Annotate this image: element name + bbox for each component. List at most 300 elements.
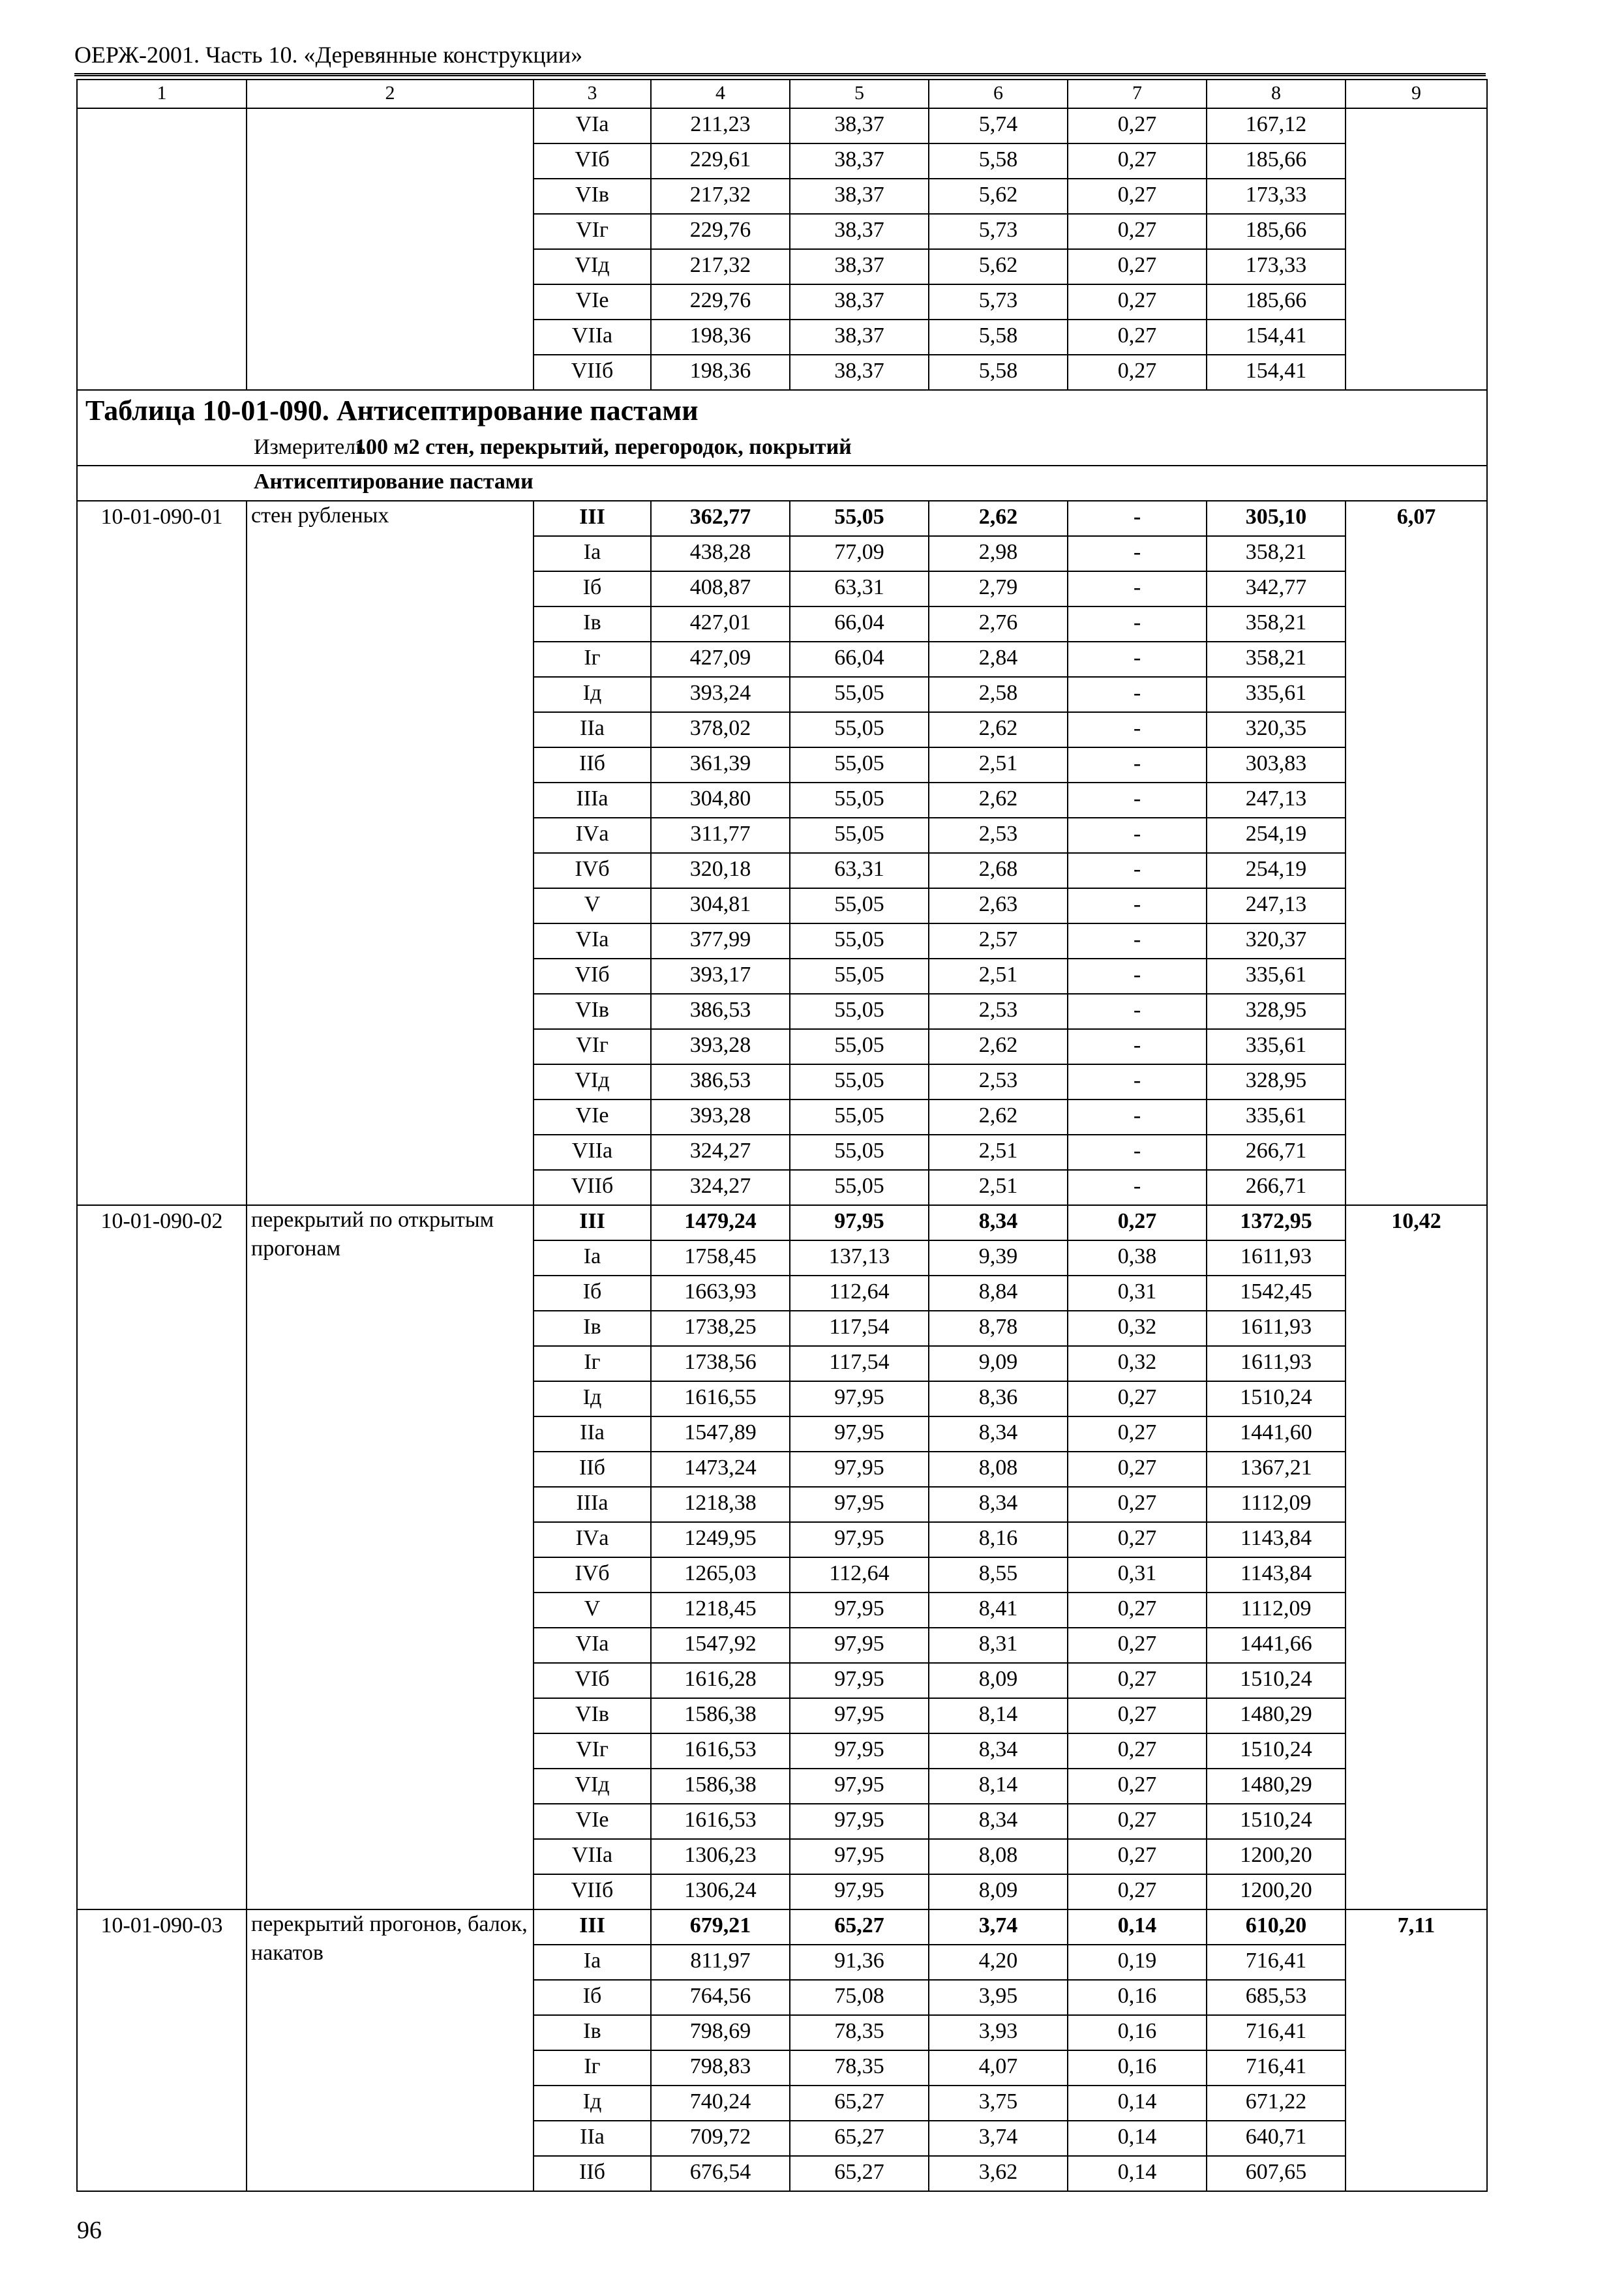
value-cell: 335,61 [1207, 1029, 1346, 1064]
value-cell: 75,08 [790, 1980, 929, 2015]
value-cell: 1265,03 [651, 1557, 790, 1593]
value-cell: 0,27 [1068, 1381, 1207, 1416]
value-cell: 266,71 [1207, 1135, 1346, 1170]
value-cell: 811,97 [651, 1945, 790, 1980]
value-cell: 1367,21 [1207, 1452, 1346, 1487]
value-cell: 335,61 [1207, 1100, 1346, 1135]
value-cell: - [1068, 571, 1207, 606]
table-row [77, 1205, 1487, 1240]
value-cell: 185,66 [1207, 214, 1346, 249]
value-cell: 38,37 [790, 179, 929, 214]
value-cell: III [534, 501, 651, 536]
value-cell: 8,34 [929, 1487, 1068, 1522]
value-cell: 97,95 [790, 1593, 929, 1628]
value-cell: - [1068, 888, 1207, 923]
value-cell: 393,17 [651, 959, 790, 994]
value-cell: - [1068, 677, 1207, 712]
item-name: стен рубленых [247, 501, 534, 1205]
value-cell: 2,51 [929, 1170, 1068, 1205]
value-cell: 91,36 [790, 1945, 929, 1980]
value-cell: 247,13 [1207, 888, 1346, 923]
value-cell: 167,12 [1207, 108, 1346, 143]
column-header: 5 [790, 80, 929, 108]
value-cell: IVб [534, 1557, 651, 1593]
value-cell: Iб [534, 571, 651, 606]
value-cell: 2,62 [929, 1100, 1068, 1135]
value-cell: 0,27 [1068, 1452, 1207, 1487]
value-cell: 2,79 [929, 571, 1068, 606]
value-cell: 266,71 [1207, 1170, 1346, 1205]
value-cell: - [1068, 536, 1207, 571]
value-cell: 3,74 [929, 1909, 1068, 1945]
col9-cell-empty [1346, 108, 1487, 390]
page-number: 96 [77, 2217, 102, 2244]
value-cell: 427,01 [651, 606, 790, 642]
value-cell: 8,16 [929, 1522, 1068, 1557]
value-cell: IVа [534, 818, 651, 853]
value-cell: - [1068, 1135, 1207, 1170]
value-cell: 764,56 [651, 1980, 790, 2015]
value-cell: 8,08 [929, 1452, 1068, 1487]
value-cell: 0,27 [1068, 179, 1207, 214]
value-cell: 335,61 [1207, 677, 1346, 712]
value-cell: VIб [534, 1663, 651, 1698]
section-row [77, 466, 1487, 501]
value-cell: 740,24 [651, 2086, 790, 2121]
value-cell: 1479,24 [651, 1205, 790, 1240]
value-cell: III [534, 1909, 651, 1945]
item-col9: 7,11 [1346, 1909, 1487, 2191]
value-cell: VIв [534, 179, 651, 214]
value-cell: 3,95 [929, 1980, 1068, 2015]
value-cell: 97,95 [790, 1874, 929, 1909]
item-name: перекрытий прогонов, балок, накатов [247, 1909, 534, 2191]
value-cell: IIа [534, 2121, 651, 2156]
value-cell: VIб [534, 143, 651, 179]
value-cell: 362,77 [651, 501, 790, 536]
value-cell: - [1068, 1064, 1207, 1100]
value-cell: - [1068, 712, 1207, 747]
value-cell: - [1068, 1100, 1207, 1135]
value-cell: VIIб [534, 1874, 651, 1909]
rates-table [76, 79, 1488, 2192]
value-cell: IVа [534, 1522, 651, 1557]
value-cell: 386,53 [651, 1064, 790, 1100]
value-cell: 1611,93 [1207, 1346, 1346, 1381]
value-cell: 66,04 [790, 642, 929, 677]
value-cell: - [1068, 1170, 1207, 1205]
table-title: Таблица 10-01-090. Антисептирование пастами [77, 390, 1487, 431]
value-cell: - [1068, 959, 1207, 994]
value-cell: 393,28 [651, 1100, 790, 1135]
value-cell: 3,62 [929, 2156, 1068, 2191]
value-cell: - [1068, 994, 1207, 1029]
value-cell: 55,05 [790, 677, 929, 712]
value-cell: 1143,84 [1207, 1522, 1346, 1557]
table-title-row [77, 390, 1487, 431]
value-cell: 55,05 [790, 994, 929, 1029]
value-cell: Iд [534, 1381, 651, 1416]
value-cell: 4,07 [929, 2050, 1068, 2086]
value-cell: 8,36 [929, 1381, 1068, 1416]
value-cell: 304,81 [651, 888, 790, 923]
value-cell: 9,39 [929, 1240, 1068, 1276]
value-cell: 63,31 [790, 571, 929, 606]
value-cell: VIв [534, 1698, 651, 1733]
value-cell: 55,05 [790, 712, 929, 747]
value-cell: 0,14 [1068, 2156, 1207, 2191]
value-cell: 358,21 [1207, 536, 1346, 571]
value-cell: 55,05 [790, 818, 929, 853]
value-cell: 5,62 [929, 249, 1068, 284]
value-cell: Iв [534, 606, 651, 642]
table-row [77, 1909, 1487, 1945]
value-cell: VIIа [534, 1839, 651, 1874]
value-cell: 0,27 [1068, 1593, 1207, 1628]
value-cell: - [1068, 501, 1207, 536]
value-cell: 55,05 [790, 923, 929, 959]
value-cell: 716,41 [1207, 1945, 1346, 1980]
value-cell: 97,95 [790, 1663, 929, 1698]
value-cell: 112,64 [790, 1276, 929, 1311]
value-cell: 97,95 [790, 1416, 929, 1452]
value-cell: 304,80 [651, 783, 790, 818]
value-cell: 8,41 [929, 1593, 1068, 1628]
value-cell: 0,27 [1068, 355, 1207, 390]
value-cell: 1200,20 [1207, 1839, 1346, 1874]
value-cell: 0,27 [1068, 320, 1207, 355]
value-cell: 2,62 [929, 501, 1068, 536]
value-cell: 1112,09 [1207, 1593, 1346, 1628]
value-cell: 65,27 [790, 2086, 929, 2121]
column-header: 1 [77, 80, 247, 108]
value-cell: 685,53 [1207, 1980, 1346, 2015]
value-cell: 0,14 [1068, 1909, 1207, 1945]
value-cell: 716,41 [1207, 2015, 1346, 2050]
value-cell: 1218,45 [651, 1593, 790, 1628]
value-cell: IIIа [534, 1487, 651, 1522]
value-cell: 1611,93 [1207, 1240, 1346, 1276]
value-cell: 303,83 [1207, 747, 1346, 783]
value-cell: 358,21 [1207, 642, 1346, 677]
value-cell: 97,95 [790, 1698, 929, 1733]
value-cell: Iд [534, 2086, 651, 2121]
value-cell: 0,27 [1068, 1487, 1207, 1522]
value-cell: 198,36 [651, 320, 790, 355]
item-col9: 10,42 [1346, 1205, 1487, 1909]
value-cell: 1616,28 [651, 1663, 790, 1698]
column-header-row [77, 80, 1487, 108]
column-header: 8 [1207, 80, 1346, 108]
value-cell: VIIб [534, 1170, 651, 1205]
value-cell: 0,16 [1068, 1980, 1207, 2015]
value-cell: 38,37 [790, 108, 929, 143]
value-cell: 0,14 [1068, 2121, 1207, 2156]
value-cell: 320,18 [651, 853, 790, 888]
column-header: 2 [247, 80, 534, 108]
value-cell: Iв [534, 2015, 651, 2050]
value-cell: 5,58 [929, 320, 1068, 355]
value-cell: - [1068, 818, 1207, 853]
value-cell: 1510,24 [1207, 1804, 1346, 1839]
value-cell: VIе [534, 1804, 651, 1839]
item-code: 10-01-090-02 [77, 1205, 247, 1909]
value-cell: 1611,93 [1207, 1311, 1346, 1346]
value-cell: 9,09 [929, 1346, 1068, 1381]
value-cell: - [1068, 783, 1207, 818]
value-cell: 8,78 [929, 1311, 1068, 1346]
value-cell: 798,69 [651, 2015, 790, 2050]
value-cell: 77,09 [790, 536, 929, 571]
value-cell: 1616,53 [651, 1804, 790, 1839]
item-name: перекрытий по открытым прогонам [247, 1205, 534, 1909]
value-cell: 311,77 [651, 818, 790, 853]
value-cell: - [1068, 606, 1207, 642]
value-cell: VIд [534, 249, 651, 284]
value-cell: 217,32 [651, 249, 790, 284]
value-cell: 1547,92 [651, 1628, 790, 1663]
value-cell: 0,16 [1068, 2050, 1207, 2086]
value-cell: 38,37 [790, 284, 929, 320]
value-cell: 154,41 [1207, 355, 1346, 390]
value-cell: 1372,95 [1207, 1205, 1346, 1240]
value-cell: VIIб [534, 355, 651, 390]
value-cell: 185,66 [1207, 284, 1346, 320]
value-cell: 1510,24 [1207, 1733, 1346, 1769]
value-cell: Iа [534, 1240, 651, 1276]
value-cell: VIб [534, 959, 651, 994]
value-cell: VIа [534, 1628, 651, 1663]
value-cell: 97,95 [790, 1205, 929, 1240]
value-cell: IIб [534, 1452, 651, 1487]
value-cell: 229,76 [651, 284, 790, 320]
value-cell: 1586,38 [651, 1698, 790, 1733]
value-cell: 393,28 [651, 1029, 790, 1064]
value-cell: 610,20 [1207, 1909, 1346, 1945]
value-cell: 2,51 [929, 1135, 1068, 1170]
value-cell: 324,27 [651, 1135, 790, 1170]
value-cell: 154,41 [1207, 320, 1346, 355]
page-header: ОЕРЖ-2001. Часть 10. «Деревянные конструкции» [74, 40, 1486, 76]
value-cell: 55,05 [790, 1029, 929, 1064]
table-row [77, 108, 1487, 143]
value-cell: 1112,09 [1207, 1487, 1346, 1522]
value-cell: VIе [534, 1100, 651, 1135]
value-cell: 2,68 [929, 853, 1068, 888]
value-cell: 1663,93 [651, 1276, 790, 1311]
value-cell: 328,95 [1207, 994, 1346, 1029]
value-cell: 386,53 [651, 994, 790, 1029]
value-cell: 55,05 [790, 501, 929, 536]
value-cell: 1547,89 [651, 1416, 790, 1452]
value-cell: Iд [534, 677, 651, 712]
value-cell: 0,27 [1068, 108, 1207, 143]
column-header: 4 [651, 80, 790, 108]
value-cell: 0,27 [1068, 1733, 1207, 1769]
value-cell: 1480,29 [1207, 1769, 1346, 1804]
value-cell: 5,58 [929, 355, 1068, 390]
value-cell: 324,27 [651, 1170, 790, 1205]
value-cell: 8,09 [929, 1663, 1068, 1698]
value-cell: 38,37 [790, 249, 929, 284]
value-cell: 607,65 [1207, 2156, 1346, 2191]
column-header: 6 [929, 80, 1068, 108]
value-cell: 78,35 [790, 2050, 929, 2086]
value-cell: 640,71 [1207, 2121, 1346, 2156]
value-cell: 1738,25 [651, 1311, 790, 1346]
value-cell: 716,41 [1207, 2050, 1346, 2086]
value-cell: 679,21 [651, 1909, 790, 1945]
value-cell: 0,38 [1068, 1240, 1207, 1276]
value-cell: 8,31 [929, 1628, 1068, 1663]
value-cell: 198,36 [651, 355, 790, 390]
value-cell: 1586,38 [651, 1769, 790, 1804]
value-cell: VIд [534, 1064, 651, 1100]
value-cell: 378,02 [651, 712, 790, 747]
value-cell: 2,53 [929, 818, 1068, 853]
value-cell: VIг [534, 1733, 651, 1769]
value-cell: Iг [534, 642, 651, 677]
value-cell: 1441,66 [1207, 1628, 1346, 1663]
value-cell: 1616,55 [651, 1381, 790, 1416]
value-cell: 63,31 [790, 853, 929, 888]
value-cell: 97,95 [790, 1839, 929, 1874]
value-cell: 0,31 [1068, 1276, 1207, 1311]
value-cell: 2,51 [929, 959, 1068, 994]
value-cell: 0,27 [1068, 284, 1207, 320]
value-cell: VIа [534, 923, 651, 959]
value-cell: 2,84 [929, 642, 1068, 677]
value-cell: 8,08 [929, 1839, 1068, 1874]
value-cell: 335,61 [1207, 959, 1346, 994]
value-cell: 709,72 [651, 2121, 790, 2156]
value-cell: 0,27 [1068, 1769, 1207, 1804]
value-cell: IIIа [534, 783, 651, 818]
value-cell: 361,39 [651, 747, 790, 783]
value-cell: 1441,60 [1207, 1416, 1346, 1452]
value-cell: VIв [534, 994, 651, 1029]
value-cell: 1480,29 [1207, 1698, 1346, 1733]
value-cell: 1200,20 [1207, 1874, 1346, 1909]
value-cell: 8,34 [929, 1416, 1068, 1452]
value-cell: Iв [534, 1311, 651, 1346]
value-cell: 217,32 [651, 179, 790, 214]
value-cell: 1306,23 [651, 1839, 790, 1874]
value-cell: 358,21 [1207, 606, 1346, 642]
value-cell: VIе [534, 284, 651, 320]
value-cell: 38,37 [790, 355, 929, 390]
value-cell: 55,05 [790, 783, 929, 818]
value-cell: - [1068, 1029, 1207, 1064]
value-cell: 676,54 [651, 2156, 790, 2191]
value-cell: 229,61 [651, 143, 790, 179]
value-cell: 97,95 [790, 1628, 929, 1663]
value-cell: 408,87 [651, 571, 790, 606]
value-cell: 55,05 [790, 1064, 929, 1100]
value-cell: 328,95 [1207, 1064, 1346, 1100]
value-cell: 320,35 [1207, 712, 1346, 747]
value-cell: VIг [534, 1029, 651, 1064]
value-cell: VIIа [534, 320, 651, 355]
value-cell: 55,05 [790, 959, 929, 994]
value-cell: 0,27 [1068, 1663, 1207, 1698]
value-cell: 254,19 [1207, 853, 1346, 888]
item-col9: 6,07 [1346, 501, 1487, 1205]
value-cell: 211,23 [651, 108, 790, 143]
value-cell: 2,58 [929, 677, 1068, 712]
value-cell: 8,14 [929, 1698, 1068, 1733]
value-cell: 8,34 [929, 1733, 1068, 1769]
value-cell: 65,27 [790, 2121, 929, 2156]
measure-label: Измеритель: [254, 435, 372, 459]
value-cell: 55,05 [790, 747, 929, 783]
value-cell: 1249,95 [651, 1522, 790, 1557]
value-cell: 0,27 [1068, 1804, 1207, 1839]
value-cell: 3,74 [929, 2121, 1068, 2156]
value-cell: 65,27 [790, 2156, 929, 2191]
value-cell: 2,53 [929, 1064, 1068, 1100]
value-cell: 0,27 [1068, 214, 1207, 249]
value-cell: IIб [534, 2156, 651, 2191]
value-cell: 137,13 [790, 1240, 929, 1276]
value-cell: 342,77 [1207, 571, 1346, 606]
value-cell: 1510,24 [1207, 1381, 1346, 1416]
value-cell: V [534, 888, 651, 923]
value-cell: 2,62 [929, 783, 1068, 818]
value-cell: 254,19 [1207, 818, 1346, 853]
column-header: 7 [1068, 80, 1207, 108]
value-cell: 0,27 [1068, 1839, 1207, 1874]
value-cell: 97,95 [790, 1769, 929, 1804]
item-code: 10-01-090-03 [77, 1909, 247, 2191]
value-cell: 2,62 [929, 712, 1068, 747]
table-body [77, 80, 1487, 2191]
value-cell: 1510,24 [1207, 1663, 1346, 1698]
value-cell: 1758,45 [651, 1240, 790, 1276]
value-cell: 5,73 [929, 214, 1068, 249]
value-cell: 66,04 [790, 606, 929, 642]
value-cell: Iа [534, 1945, 651, 1980]
value-cell: 55,05 [790, 888, 929, 923]
value-cell: 305,10 [1207, 501, 1346, 536]
value-cell: Iа [534, 536, 651, 571]
value-cell: 97,95 [790, 1522, 929, 1557]
measure-row [77, 431, 1487, 466]
value-cell: 97,95 [790, 1381, 929, 1416]
value-cell: 185,66 [1207, 143, 1346, 179]
value-cell: 1218,38 [651, 1487, 790, 1522]
value-cell: - [1068, 642, 1207, 677]
value-cell: - [1068, 747, 1207, 783]
value-cell: Iг [534, 2050, 651, 2086]
value-cell: 0,32 [1068, 1346, 1207, 1381]
value-cell: 5,62 [929, 179, 1068, 214]
measure-value: 100 м2 стен, перекрытий, перегородок, покрытий [355, 435, 852, 459]
value-cell: 0,32 [1068, 1311, 1207, 1346]
value-cell: 2,63 [929, 888, 1068, 923]
value-cell: 8,14 [929, 1769, 1068, 1804]
section-title: Антисептирование пастами [77, 466, 1487, 501]
value-cell: 38,37 [790, 143, 929, 179]
value-cell: 438,28 [651, 536, 790, 571]
value-cell: 0,31 [1068, 1557, 1207, 1593]
value-cell: 117,54 [790, 1311, 929, 1346]
measure-cell [77, 431, 1487, 466]
value-cell: 0,27 [1068, 1874, 1207, 1909]
value-cell: 2,51 [929, 747, 1068, 783]
value-cell: 3,93 [929, 2015, 1068, 2050]
value-cell: 97,95 [790, 1487, 929, 1522]
